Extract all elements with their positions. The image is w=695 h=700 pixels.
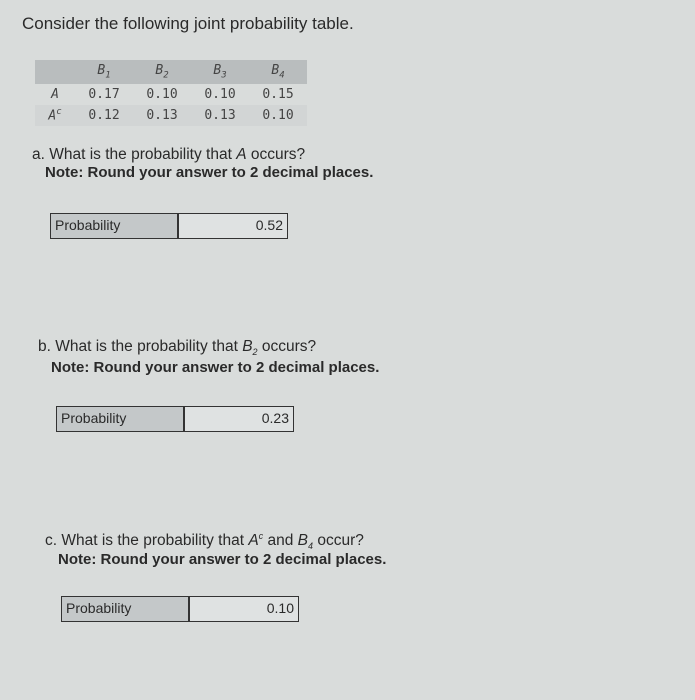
answer-label: Probability [57, 407, 185, 431]
question-b: b. What is the probability that $B_2$ occurs? [38, 338, 317, 358]
row-label-a: A [51, 87, 59, 102]
cell: 0.10 [146, 87, 178, 102]
cell: 0.13 [191, 105, 249, 126]
question-a: a. What is the probability that A occurs? [32, 146, 306, 163]
header-b2: $B_2$ [133, 60, 191, 84]
table-row [35, 105, 307, 126]
note-b: Note: Round your answer to 2 decimal places. [51, 359, 380, 376]
answer-label: Probability [62, 597, 190, 621]
note-a: Note: Round your answer to 2 decimal places. [45, 164, 374, 181]
table-row [35, 84, 307, 105]
cell: 0.10 [249, 105, 307, 126]
cell: 0.10 [204, 87, 236, 102]
cell: 0.15 [262, 87, 294, 102]
cell: 0.13 [133, 105, 191, 126]
answer-input-c[interactable]: 0.10 [190, 597, 298, 621]
header-b3: $B_3$ [191, 60, 249, 84]
header-b4: $B_4$ [249, 60, 307, 84]
answer-label: Probability [51, 214, 179, 238]
cell: 0.12 [75, 105, 133, 126]
answer-input-a[interactable]: 0.52 [179, 214, 287, 238]
answer-box-b [56, 406, 294, 432]
header-b1: $B_1$ [75, 60, 133, 84]
answer-input-b[interactable]: 0.23 [185, 407, 293, 431]
row-label-ac: $A^c$ [35, 105, 75, 126]
corner-header [35, 60, 75, 84]
question-c: c. What is the probability that $A^c$ and $B_4$ occur? [45, 531, 364, 552]
cell: 0.17 [88, 87, 120, 102]
note-c: Note: Round your answer to 2 decimal places. [58, 551, 387, 568]
answer-box-c [61, 596, 299, 622]
intro-text: Consider the following joint probability table. [22, 14, 354, 33]
joint-probability-table [35, 60, 307, 126]
answer-box-a [50, 213, 288, 239]
